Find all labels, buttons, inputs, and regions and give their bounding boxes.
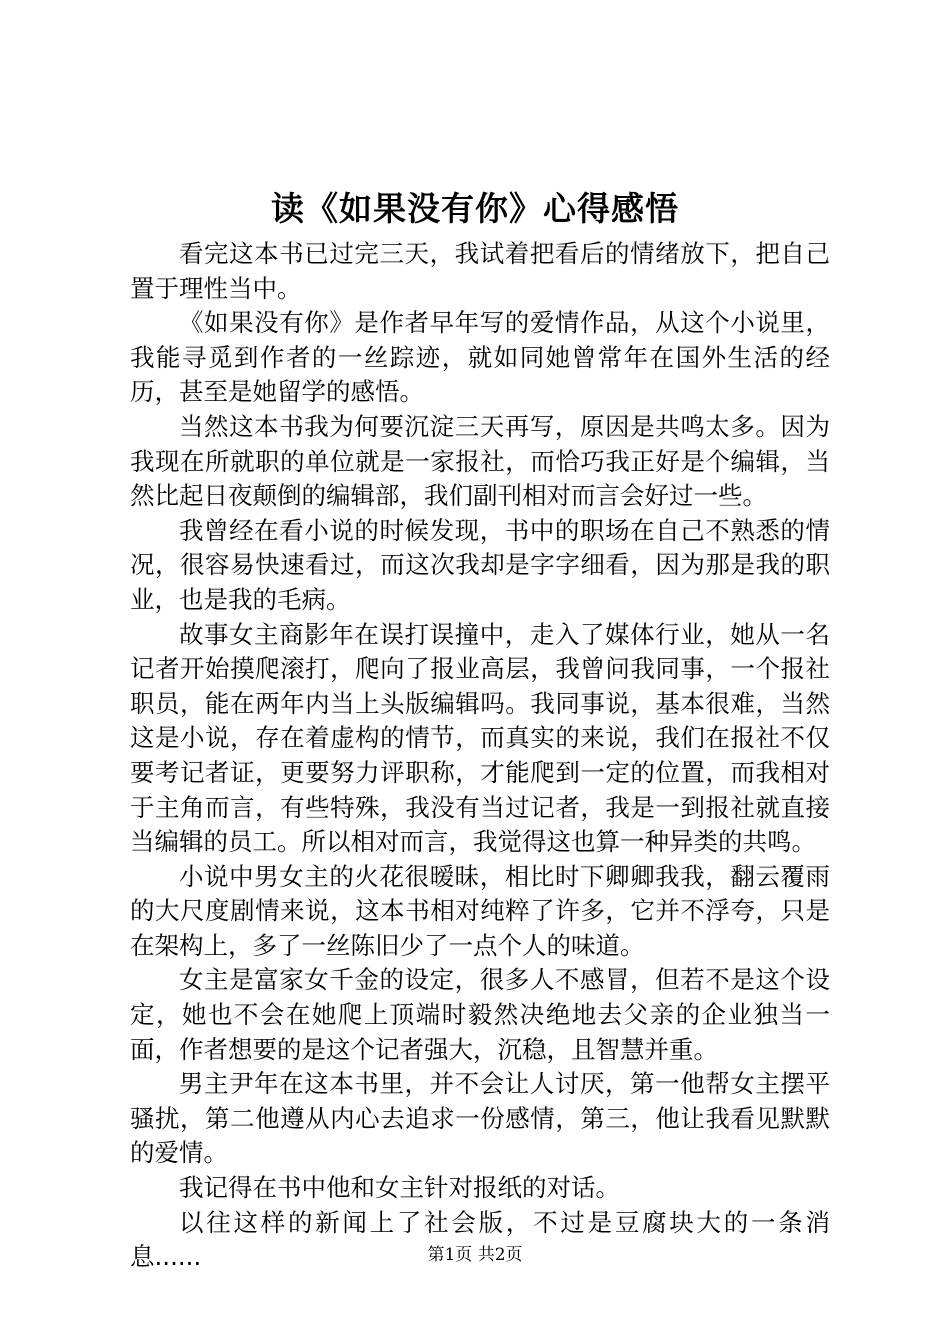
- paragraph: 我曾经在看小说的时候发现，书中的职场在自己不熟悉的情况，很容易快速看过，而这次我却是字字细看，因为那是我的职业，也是我的毛病。: [130, 515, 830, 614]
- paragraph: 小说中男女主的火花很暧昧，相比时下卿卿我我，翻云覆雨的大尺度剧情来说，这本书相对纯粹了许多，它并不浮夸，只是在架构上，多了一丝陈旧少了一点个人的味道。: [130, 861, 830, 960]
- paragraph: 故事女主商影年在误打误撞中，走入了媒体行业，她从一名记者开始摸爬滚打，爬向了报业高层，我曾问我同事，一个报社职员，能在两年内当上头版编辑吗。我同事说，基本很难，当然这是小说，存在着虚构的情节，而真实的来说，我们在报社不仅要考记者证，更要努力评职称，才能爬到一定的位置，而我相对于主角而言，有些特殊，我没有当过记者，我是一到报社就直接当编辑的员工。所以相对而言，我觉得这也算一种异类的共鸣。: [130, 619, 830, 857]
- paragraph: 以往这样的新闻上了社会版，不过是豆腐块大的一条消息......: [130, 1207, 830, 1272]
- paragraph: 我记得在书中他和女主针对报纸的对话。: [179, 1173, 620, 1203]
- document-body: [130, 237, 830, 1275]
- paragraph: 《如果没有你》是作者早年写的爱情作品，从这个小说里，我能寻觅到作者的一丝踪迹，就如同她曾常年在国外生活的经历，甚至是她留学的感悟。: [130, 308, 830, 407]
- paragraph: 男主尹年在这本书里，并不会让人讨厌，第一他帮女主摆平骚扰，第二他遵从内心去追求一份感情，第三，他让我看见默默的爱情。: [130, 1069, 830, 1168]
- document-title: 读《如果没有你》心得感悟: [271, 189, 679, 228]
- page-number-footer: 第1页 共2页: [427, 1245, 523, 1265]
- paragraph: 当然这本书我为何要沉淀三天再写，原因是共鸣太多。因为我现在所就职的单位就是一家报社，而恰巧我正好是个编辑，当然比起日夜颠倒的编辑部，我们副刊相对而言会好过一些。: [130, 411, 830, 511]
- paragraph: 女主是富家女千金的设定，很多人不感冒，但若不是这个设定，她也不会在她爬上顶端时毅然决绝地去父亲的企业独当一面，作者想要的是这个记者强大，沉稳，且智慧并重。: [130, 965, 830, 1064]
- paragraph: 看完这本书已过完三天，我试着把看后的情绪放下，把自己置于理性当中。: [130, 239, 830, 303]
